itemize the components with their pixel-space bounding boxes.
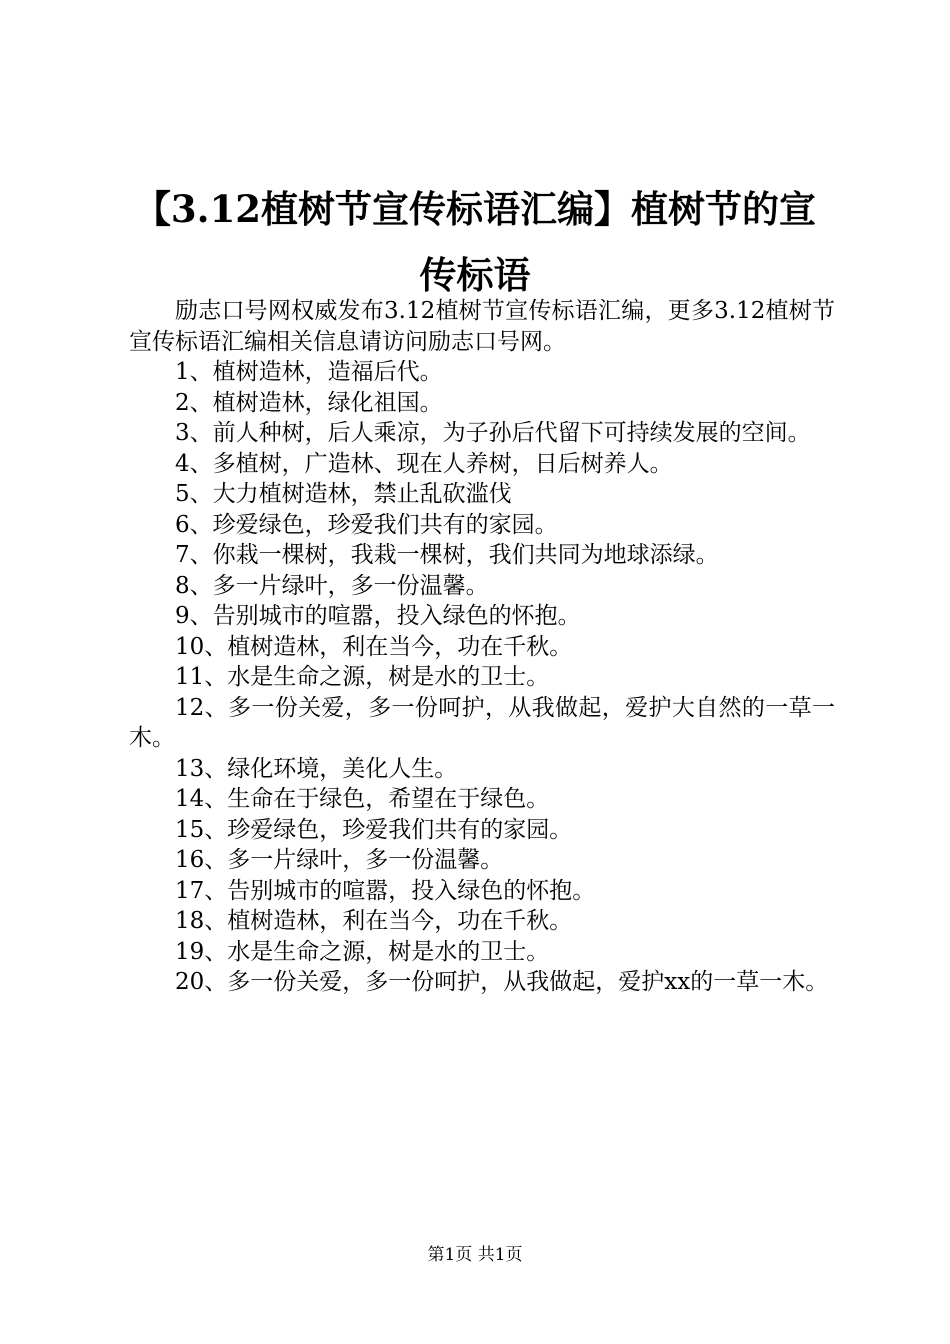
- slogan-item: 13、绿化环境，美化人生。: [175, 755, 458, 782]
- document-body: [129, 296, 835, 998]
- document-title: 【3.12植树节宣传标语汇编】植树节的宣传标语: [133, 187, 817, 297]
- slogan-item: 18、植树造林，利在当今，功在千秋。: [175, 908, 573, 934]
- slogan-item: 8、多一片绿叶，多一份温馨。: [175, 572, 489, 599]
- slogan-item: 3、前人种树，后人乘凉，为子孙后代留下可持续发展的空间。: [175, 420, 811, 446]
- slogan-item: 6、珍爱绿色，珍爱我们共有的家园。: [175, 511, 558, 538]
- slogan-item: 7、你栽一棵树，我栽一棵树，我们共同为地球添绿。: [175, 542, 719, 568]
- page-footer: 第1页 共1页: [427, 1245, 523, 1265]
- slogan-item: 12、多一份关爱，多一份呵护，从我做起，爱护大自然的一草一木。: [129, 694, 835, 751]
- slogan-item: 15、珍爱绿色，珍爱我们共有的家园。: [175, 816, 573, 843]
- slogan-item: 5、大力植树造林，禁止乱砍滥伐: [175, 481, 512, 507]
- slogan-item: 2、植树造林，绿化祖国。: [175, 389, 443, 416]
- slogan-item: 20、多一份关爱，多一份呵护，从我做起，爱护xx的一草一木。: [175, 969, 829, 995]
- slogan-item: 16、多一片绿叶，多一份温馨。: [175, 847, 504, 873]
- slogan-item: 14、生命在于绿色，希望在于绿色。: [175, 786, 550, 812]
- slogan-item: 4、多植树，广造林、现在人养树，日后树养人。: [175, 450, 673, 477]
- intro-paragraph: 励志口号网权威发布3.12植树节宣传标语汇编，更多3.12植树节宣传标语汇编相关信息请访问励志口号网。: [129, 298, 835, 355]
- slogan-item: 9、告别城市的喧嚣，投入绿色的怀抱。: [175, 603, 581, 629]
- slogan-item: 11、水是生命之源，树是水的卫士。: [175, 664, 550, 690]
- slogan-item: 17、告别城市的喧嚣，投入绿色的怀抱。: [175, 877, 596, 904]
- slogan-item: 10、植树造林，利在当今，功在千秋。: [175, 633, 573, 660]
- slogan-item: 1、植树造林，造福后代。: [175, 359, 443, 385]
- slogan-item: 19、水是生命之源，树是水的卫士。: [175, 938, 550, 965]
